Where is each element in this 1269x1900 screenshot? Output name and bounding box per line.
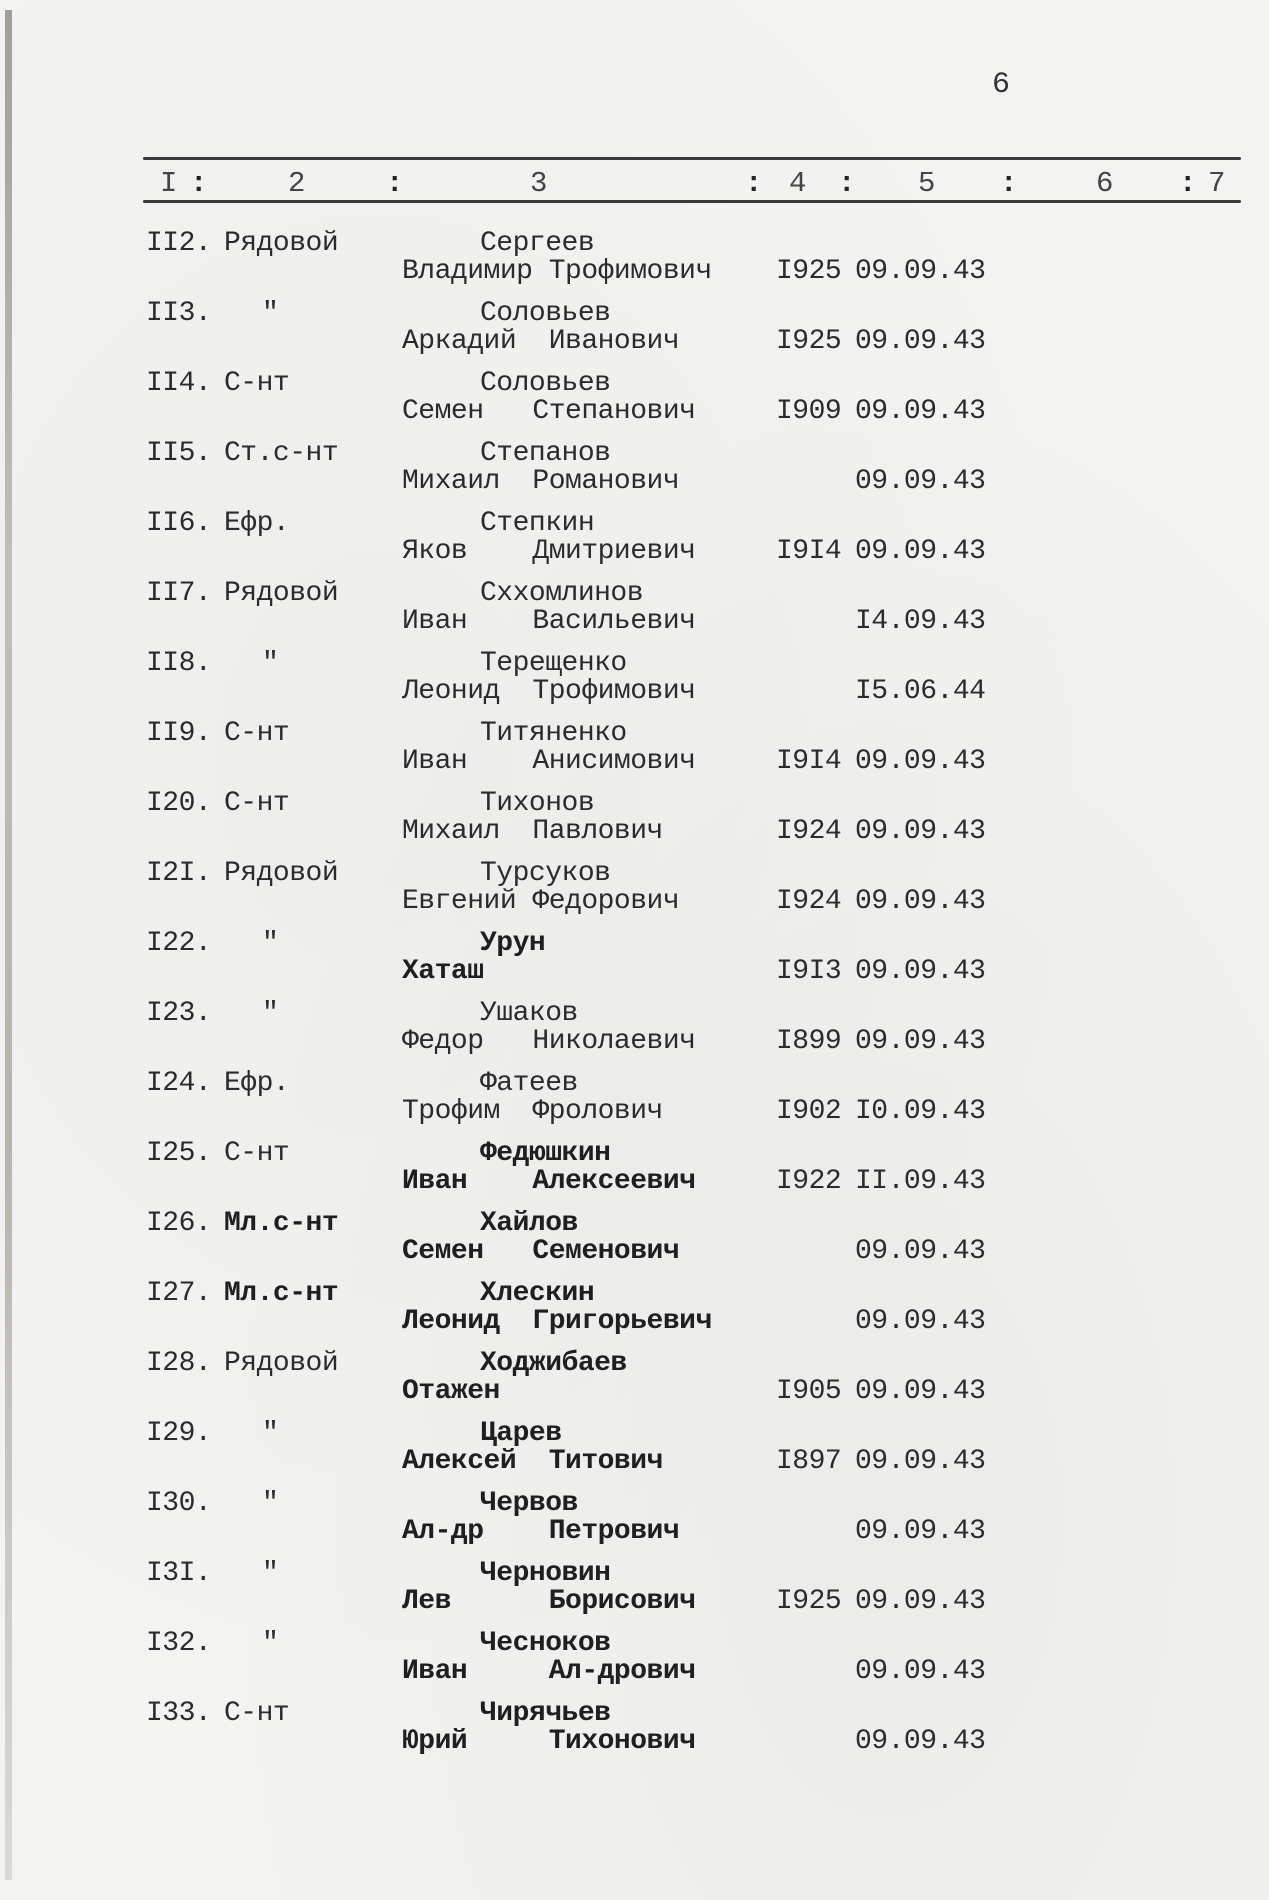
birth-year: I905 (776, 1376, 842, 1407)
table-row (0, 648, 1269, 718)
row-number: I28. (146, 1348, 212, 1379)
birth-year: I909 (776, 396, 842, 427)
column-header-7: 7 (1208, 167, 1226, 200)
birth-year: I902 (776, 1096, 842, 1127)
date: 09.09.43 (855, 1026, 986, 1057)
row-number: II8. (146, 648, 212, 679)
surname: Турсуков (480, 858, 611, 889)
table-row (0, 1208, 1269, 1278)
row-number: II7. (146, 578, 212, 609)
date: 09.09.43 (855, 396, 986, 427)
rank-ditto: " (262, 1628, 279, 1659)
column-separator: : (1000, 167, 1018, 200)
rank: С-нт (224, 1138, 290, 1169)
date: I0.09.43 (855, 1096, 986, 1127)
date: 09.09.43 (855, 536, 986, 567)
rank: Ст.с-нт (224, 438, 339, 469)
surname: Сххомлинов (480, 578, 644, 609)
birth-year: I925 (776, 326, 842, 357)
rank-ditto: " (262, 298, 279, 329)
date: 09.09.43 (855, 1516, 986, 1547)
table-row (0, 788, 1269, 858)
column-header-3: 3 (530, 167, 548, 200)
birth-year: I899 (776, 1026, 842, 1057)
surname: Черновин (480, 1558, 611, 1589)
date: 09.09.43 (855, 466, 986, 497)
rank-ditto: " (262, 648, 279, 679)
birth-year: I924 (776, 816, 842, 847)
table-row (0, 1348, 1269, 1418)
page-number: 6 (992, 68, 1011, 102)
table-row (0, 718, 1269, 788)
date: 09.09.43 (855, 816, 986, 847)
rank: Рядовой (224, 858, 339, 889)
given-name: Яков Дмитриевич (402, 536, 696, 567)
surname: Чесноков (480, 1628, 611, 1659)
column-header-5: 5 (918, 167, 936, 200)
birth-year: I925 (776, 1586, 842, 1617)
surname: Федюшкин (480, 1138, 611, 1169)
given-name: Иван Васильевич (402, 606, 696, 637)
row-number: I32. (146, 1628, 212, 1659)
table-row (0, 858, 1269, 928)
row-number: I29. (146, 1418, 212, 1449)
surname: Царев (480, 1418, 562, 1449)
column-separator: : (1179, 167, 1197, 200)
surname: Червов (480, 1488, 578, 1519)
surname: Степанов (480, 438, 611, 469)
table-row (0, 1628, 1269, 1698)
birth-year: I9I3 (776, 956, 842, 987)
rank: Мл.с-нт (224, 1278, 339, 1309)
given-name: Владимир Трофимович (402, 256, 712, 287)
rank: С-нт (224, 1698, 290, 1729)
surname: Титяненко (480, 718, 627, 749)
given-name: Михаил Павлович (402, 816, 663, 847)
birth-year: I924 (776, 886, 842, 917)
given-name: Иван Анисимович (402, 746, 696, 777)
given-name: Ал-др Петрович (402, 1516, 680, 1547)
given-name: Семен Семенович (402, 1236, 680, 1267)
date: 09.09.43 (855, 1306, 986, 1337)
row-number: I24. (146, 1068, 212, 1099)
date: 09.09.43 (855, 1376, 986, 1407)
date: 09.09.43 (855, 746, 986, 777)
row-number: II6. (146, 508, 212, 539)
given-name: Леонид Григорьевич (402, 1306, 712, 1337)
table-row (0, 368, 1269, 438)
surname: Соловьев (480, 298, 611, 329)
given-name: Хаташ (402, 956, 484, 987)
date: II.09.43 (855, 1166, 986, 1197)
surname: Терещенко (480, 648, 627, 679)
table-row (0, 578, 1269, 648)
surname: Ходжибаев (480, 1348, 627, 1379)
rank: Рядовой (224, 1348, 339, 1379)
row-number: I33. (146, 1698, 212, 1729)
surname: Хлескин (480, 1278, 595, 1309)
column-header-4: 4 (789, 167, 807, 200)
surname: Урун (480, 928, 546, 959)
row-number: I30. (146, 1488, 212, 1519)
given-name: Юрий Тихонович (402, 1726, 696, 1757)
row-number: I3I. (146, 1558, 212, 1589)
rank: Ефр. (224, 508, 290, 539)
header-rule-bottom (143, 200, 1241, 203)
given-name: Михаил Романович (402, 466, 680, 497)
row-number: I2I. (146, 858, 212, 889)
given-name: Семен Степанович (402, 396, 696, 427)
table-row (0, 1138, 1269, 1208)
table-row (0, 998, 1269, 1068)
column-separator: : (386, 167, 404, 200)
rank: С-нт (224, 368, 290, 399)
given-name: Евгений Федорович (402, 886, 680, 917)
given-name: Аркадий Иванович (402, 326, 680, 357)
date: 09.09.43 (855, 1586, 986, 1617)
surname: Ушаков (480, 998, 578, 1029)
surname: Хайлов (480, 1208, 578, 1239)
rank-ditto: " (262, 1488, 279, 1519)
date: 09.09.43 (855, 1446, 986, 1477)
row-number: II4. (146, 368, 212, 399)
given-name: Федор Николаевич (402, 1026, 696, 1057)
table-row (0, 228, 1269, 298)
given-name: Леонид Трофимович (402, 676, 696, 707)
row-number: I22. (146, 928, 212, 959)
date: 09.09.43 (855, 886, 986, 917)
birth-year: I897 (776, 1446, 842, 1477)
rank: С-нт (224, 788, 290, 819)
table-row (0, 1558, 1269, 1628)
row-number: I26. (146, 1208, 212, 1239)
column-header-2: 2 (288, 167, 306, 200)
date: 09.09.43 (855, 1236, 986, 1267)
rank-ditto: " (262, 998, 279, 1029)
rank: Рядовой (224, 228, 339, 259)
date: 09.09.43 (855, 956, 986, 987)
column-header-6: 6 (1096, 167, 1114, 200)
table-row (0, 1418, 1269, 1488)
table-row (0, 508, 1269, 578)
given-name: Трофим Фролович (402, 1096, 663, 1127)
header-rule-top (143, 157, 1241, 160)
rank: Мл.с-нт (224, 1208, 339, 1239)
column-separator: : (190, 167, 208, 200)
row-number: II3. (146, 298, 212, 329)
table-row (0, 1698, 1269, 1768)
rank: Рядовой (224, 578, 339, 609)
surname: Соловьев (480, 368, 611, 399)
birth-year: I9I4 (776, 746, 842, 777)
column-separator: : (745, 167, 763, 200)
given-name: Отажен (402, 1376, 500, 1407)
surname: Степкин (480, 508, 595, 539)
date: 09.09.43 (855, 256, 986, 287)
rank-ditto: " (262, 928, 279, 959)
surname: Чирячьев (480, 1698, 611, 1729)
surname: Фатеев (480, 1068, 578, 1099)
rank: С-нт (224, 718, 290, 749)
date: 09.09.43 (855, 1656, 986, 1687)
table-row (0, 1488, 1269, 1558)
column-header-1: I (160, 167, 178, 200)
given-name: Иван Алексеевич (402, 1166, 696, 1197)
table-row (0, 438, 1269, 508)
row-number: I25. (146, 1138, 212, 1169)
column-separator: : (838, 167, 856, 200)
row-number: I23. (146, 998, 212, 1029)
given-name: Лев Борисович (402, 1586, 696, 1617)
rank-ditto: " (262, 1418, 279, 1449)
table-row (0, 1068, 1269, 1138)
row-number: II2. (146, 228, 212, 259)
date: 09.09.43 (855, 326, 986, 357)
row-number: I20. (146, 788, 212, 819)
date: I5.06.44 (855, 676, 986, 707)
date: 09.09.43 (855, 1726, 986, 1757)
given-name: Алексей Титович (402, 1446, 663, 1477)
rank: Ефр. (224, 1068, 290, 1099)
table-row (0, 298, 1269, 368)
surname: Сергеев (480, 228, 595, 259)
rank-ditto: " (262, 1558, 279, 1589)
birth-year: I922 (776, 1166, 842, 1197)
given-name: Иван Ал-дрович (402, 1656, 696, 1687)
birth-year: I925 (776, 256, 842, 287)
row-number: I27. (146, 1278, 212, 1309)
table-row (0, 1278, 1269, 1348)
surname: Тихонов (480, 788, 595, 819)
table-row (0, 928, 1269, 998)
row-number: II5. (146, 438, 212, 469)
row-number: II9. (146, 718, 212, 749)
date: I4.09.43 (855, 606, 986, 637)
birth-year: I9I4 (776, 536, 842, 567)
